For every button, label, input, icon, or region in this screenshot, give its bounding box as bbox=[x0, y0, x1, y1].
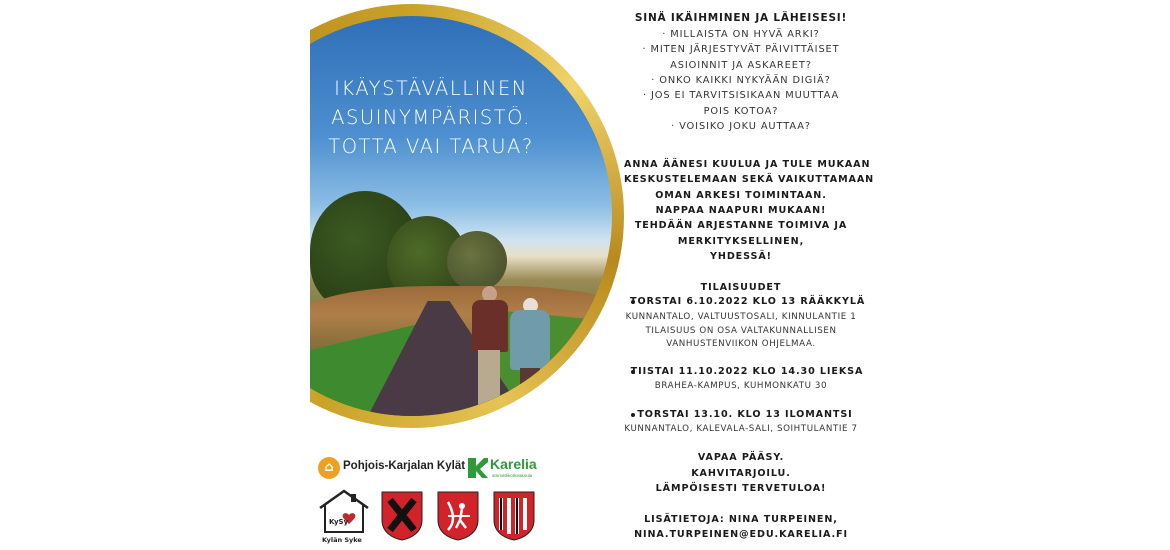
ilomantsi-coat-of-arms bbox=[492, 490, 536, 542]
lieksa-coat-of-arms bbox=[436, 490, 480, 542]
kysy-abbr: KySy bbox=[329, 518, 349, 526]
title-line: IKÄYSTÄVÄLLINEN bbox=[334, 77, 528, 100]
karelia-logo-text: Karelia bbox=[490, 456, 537, 472]
village-icon: ⌂ bbox=[318, 457, 340, 479]
question-line: ASIOINNIT JA ASKAREET? bbox=[670, 60, 812, 71]
karelia-logo bbox=[468, 456, 550, 482]
cta-line: NAPPAA NAAPURI MUKAAN! bbox=[655, 205, 827, 216]
event-detail: BRAHEA-KAMPUS, KUHMONKATU 30 bbox=[654, 381, 828, 391]
question-line: · JOS EI TARVITSISIKAAN MUUTTAA bbox=[642, 90, 840, 101]
footer-line: KAHVITARJOILU. bbox=[691, 468, 791, 479]
tree bbox=[447, 231, 507, 291]
event-title: TIISTAI 11.10.2022 KLO 14.30 LIEKSA bbox=[630, 366, 864, 377]
contact-name: LISÄTIETOJA: NINA TURPEINEN, bbox=[644, 514, 838, 525]
footer-line: VAPAA PÄÄSY. bbox=[697, 452, 785, 463]
question-line: · MITEN JÄRJESTYVÄT PÄIVITTÄISET bbox=[642, 44, 840, 55]
event-detail: TILAISUUS ON OSA VALTAKUNNALLISEN bbox=[645, 326, 837, 336]
kysy-name: Kylän Syke bbox=[322, 536, 362, 544]
logo-row-1 bbox=[318, 456, 550, 482]
cta-line: KESKUSTELEMAAN SEKÄ VAIKUTTAMAAN bbox=[624, 174, 875, 185]
cta-line: OMAN ARKESI TOIMINTAAN. bbox=[655, 190, 827, 201]
title-line: TOTTA VAI TARUA? bbox=[328, 135, 534, 158]
event-title: TORSTAI 13.10. KLO 13 ILOMANTSI bbox=[637, 409, 853, 420]
question-line: · VOISIKO JOKU AUTTAA? bbox=[671, 121, 811, 132]
title-line: ASUINYMPÄRISTÖ. bbox=[331, 106, 531, 129]
kylan-syke-logo bbox=[318, 488, 370, 546]
pohjois-karjalan-kylat-logo bbox=[318, 457, 466, 481]
raakkyla-coat-of-arms bbox=[380, 490, 424, 542]
footer-line: LÄMPÖISESTI TERVETULOA! bbox=[655, 483, 827, 494]
logo-row-2 bbox=[318, 488, 553, 546]
event-detail: VANHUSTENVIIKON OHJELMAA. bbox=[666, 339, 816, 349]
event-detail: KUNNANTALO, VALTUUSTOSALI, KINNULANTIE 1 bbox=[625, 312, 857, 322]
event-detail: KUNNANTALO, KALEVALA-SALI, SOIHTULANTIE 7 bbox=[624, 424, 858, 434]
photo-circle bbox=[310, 4, 630, 428]
intro-heading: SINÄ IKÄIHMINEN JA LÄHEISESI! bbox=[634, 12, 848, 24]
pk-logo-text: Pohjois-Karjalan Kylät bbox=[343, 460, 466, 472]
cta-line: MERKITYKSELLINEN, bbox=[677, 236, 805, 247]
poster-title bbox=[316, 74, 546, 161]
question-line: · MILLAISTA ON HYVÄ ARKI? bbox=[662, 29, 820, 40]
events-heading: TILAISUUDET bbox=[700, 282, 782, 293]
house-heart-icon bbox=[318, 488, 370, 534]
cta-line: YHDESSÄ! bbox=[710, 251, 772, 262]
event-title: TORSTAI 6.10.2022 KLO 13 RÄÄKKYLÄ bbox=[630, 296, 866, 307]
elderly-woman bbox=[510, 298, 550, 408]
elderly-man bbox=[470, 286, 510, 411]
karelia-k-icon bbox=[468, 458, 488, 478]
karelia-logo-subtext: ammattikorkeakoulu bbox=[492, 473, 533, 478]
question-line: · ONKO KAIKKI NYKYÄÄN DIGIÄ? bbox=[651, 75, 831, 86]
question-line: POIS KOTOA? bbox=[703, 106, 779, 117]
cta-line: TEHDÄÄN ARJESTANNE TOIMIVA JA bbox=[634, 220, 848, 231]
event-poster bbox=[310, 0, 875, 550]
cta-line: ANNA ÄÄNESI KUULUA JA TULE MUKAAN bbox=[624, 159, 871, 170]
contact-email[interactable]: NINA.TURPEINEN@EDU.KARELIA.FI bbox=[634, 529, 848, 540]
